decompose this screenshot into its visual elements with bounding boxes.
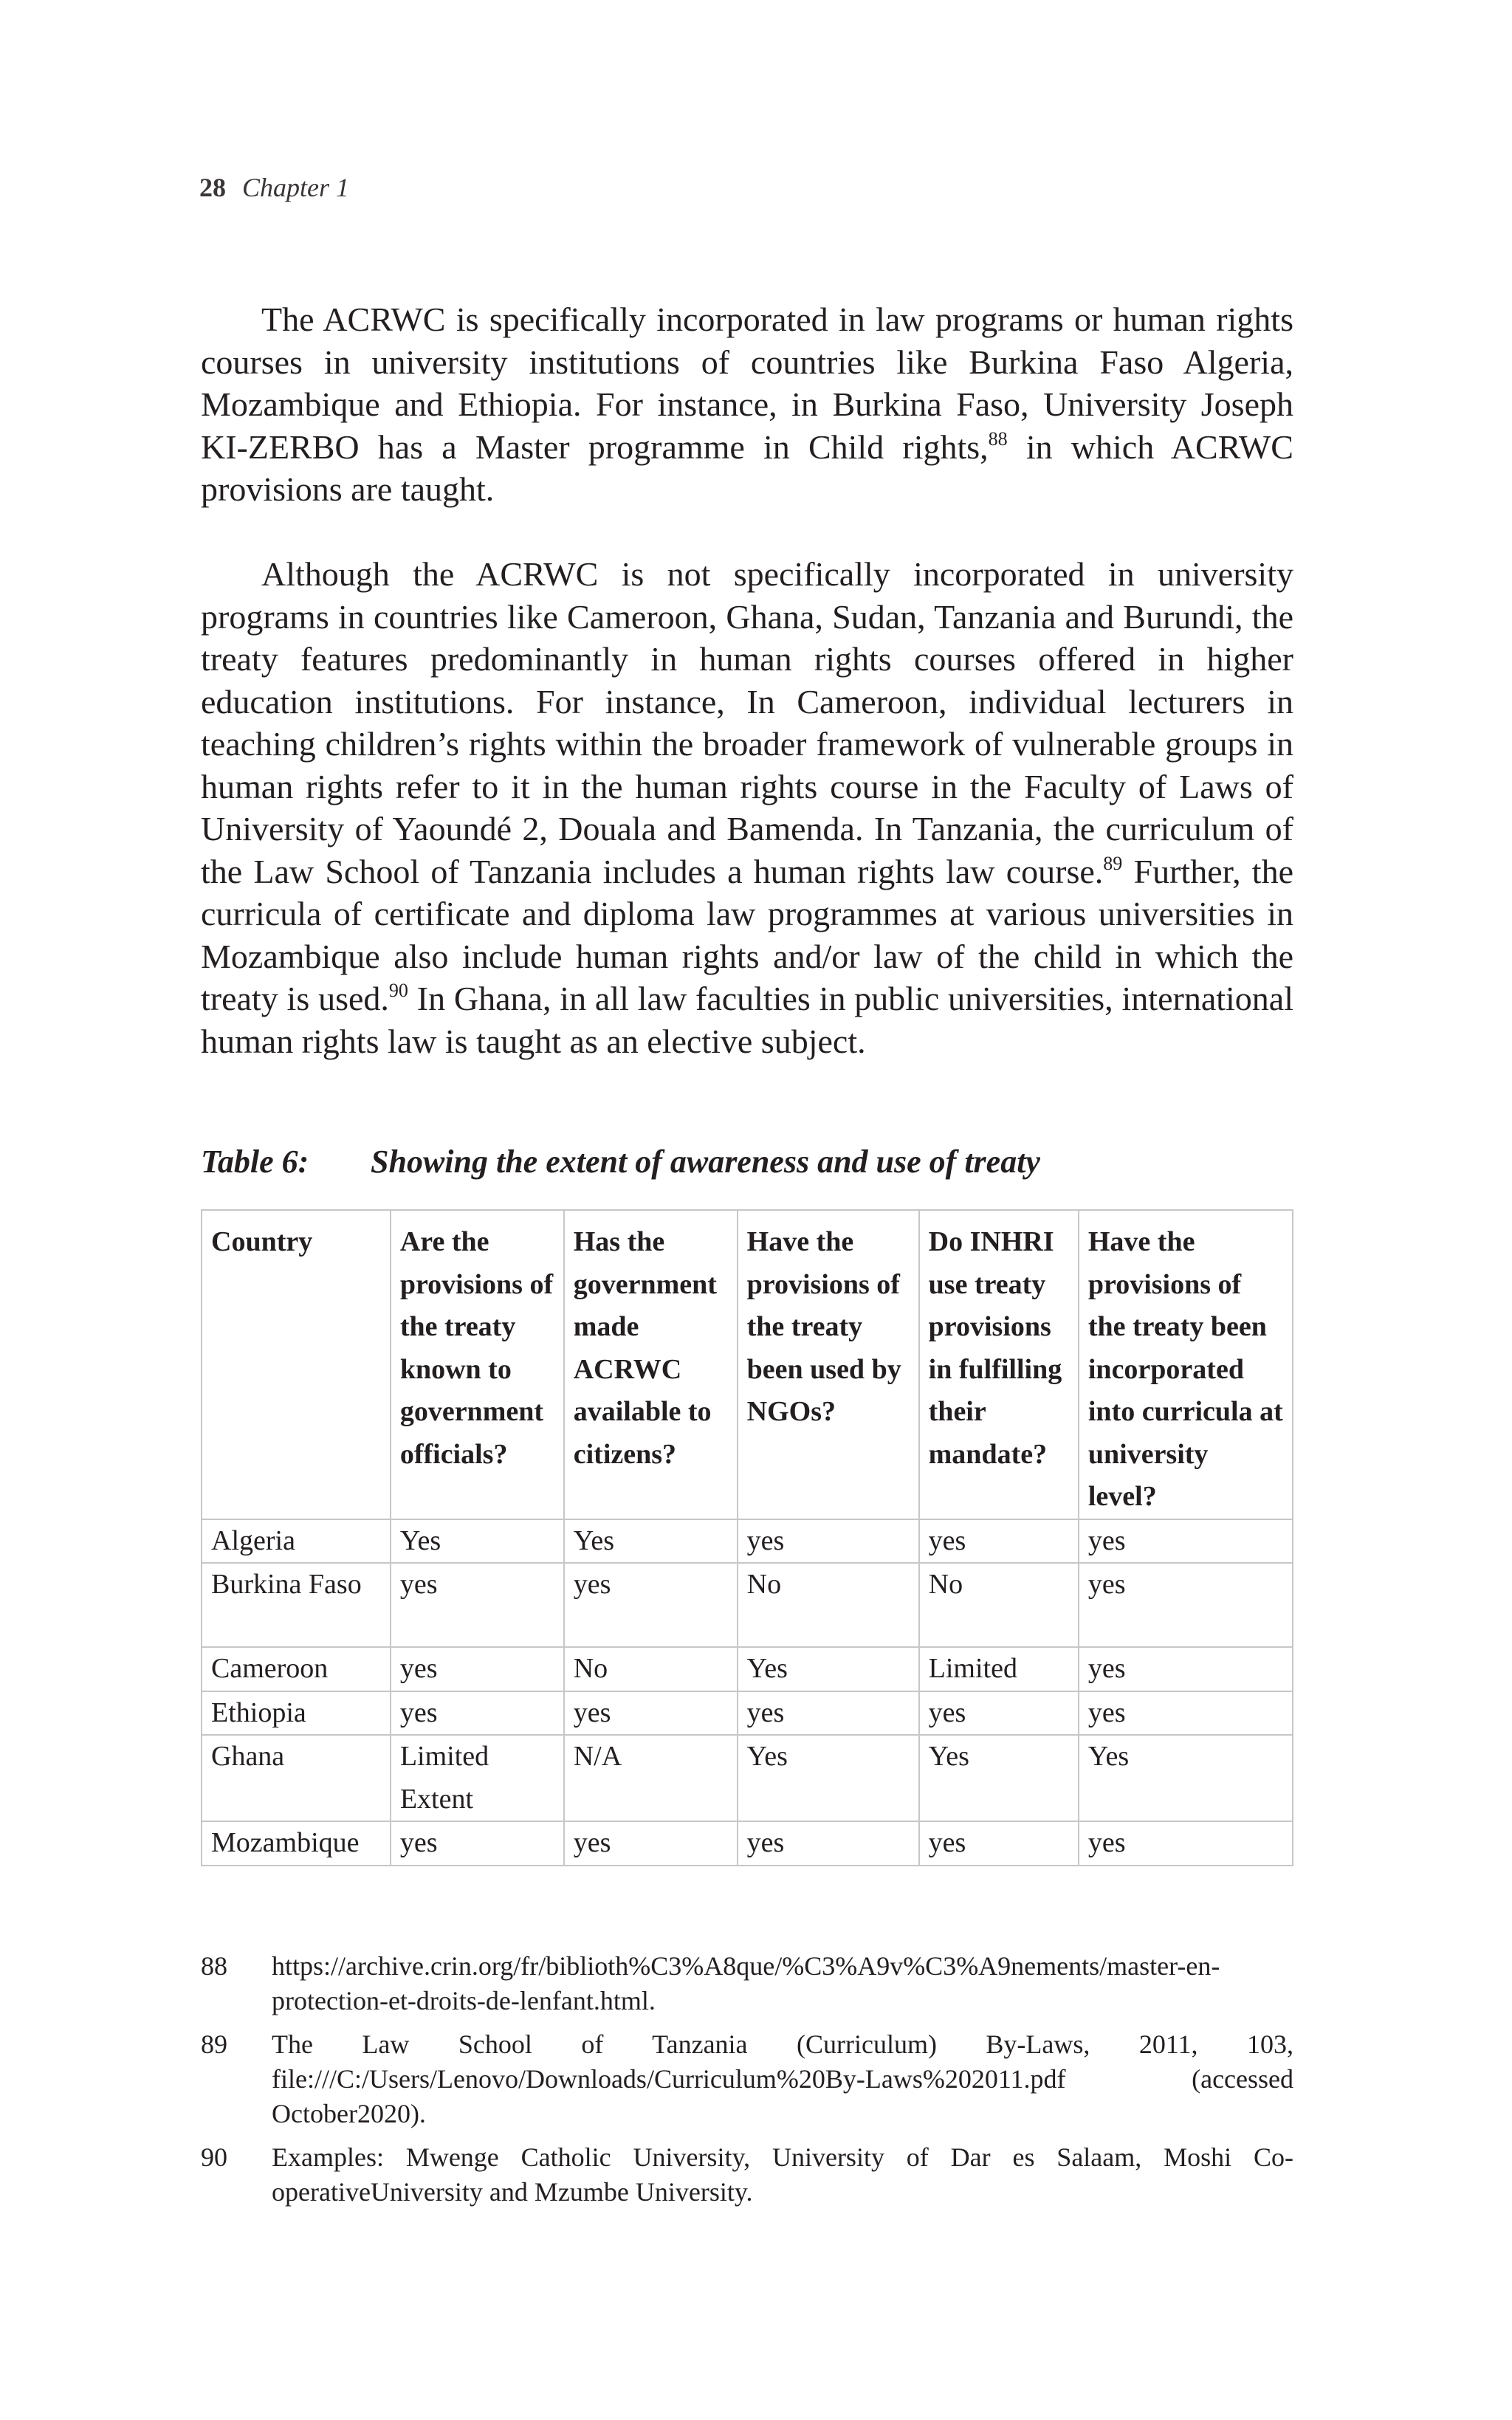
table-cell: Yes	[1079, 1735, 1293, 1821]
footnotes	[201, 1949, 1293, 2218]
table-cell: yes	[564, 1691, 738, 1736]
table-cell: Yes	[738, 1735, 919, 1821]
table-row	[202, 1821, 1293, 1866]
awareness-table	[201, 1209, 1293, 1866]
paragraph-2-part-3: In Ghana, in all law faculties in public universities, international human rights law is taught as an elective subject.	[201, 980, 1293, 1060]
footnote-ref-89[interactable]: 89	[1103, 852, 1123, 874]
table-cell: yes	[391, 1647, 564, 1691]
paragraph-1-tail: in which ACRWC provisions are taught.	[201, 427, 1293, 508]
table-cell: yes	[391, 1821, 564, 1866]
table-cell: yes	[919, 1821, 1079, 1866]
table-cell: yes	[919, 1519, 1079, 1564]
footnote-ref-90[interactable]: 90	[388, 980, 408, 1001]
table-cell: Ghana	[202, 1735, 391, 1821]
header-available-to-citizens: Has the government made ACRWC available to citizens?	[564, 1210, 738, 1519]
table-caption	[201, 1141, 1040, 1183]
table-cell: yes	[738, 1821, 919, 1866]
table-cell: No	[919, 1563, 1079, 1647]
table-row	[202, 1735, 1293, 1821]
table-caption-label: Table 6:	[201, 1144, 309, 1180]
table-cell: Yes	[738, 1647, 919, 1691]
table-cell: yes	[391, 1563, 564, 1647]
footnote-text[interactable]: https://archive.crin.org/fr/biblioth%C3%A8que/%C3%A9v%C3%A9nements/master-en-protection-et-droits-de-lenfant.html.	[272, 1951, 1220, 2015]
footnote-number: 89	[201, 2029, 227, 2059]
footnote-88	[201, 1949, 1293, 2018]
table-cell: No	[738, 1563, 919, 1647]
footnote-text[interactable]: The Law School of Tanzania (Curriculum) By-Laws, 2011, 103, file:///C:/Users/Lenovo/Downloads/Curriculum%20By-Laws%202011.pdf (accessed October2020).	[272, 2029, 1293, 2128]
table-cell: Algeria	[202, 1519, 391, 1564]
footnote-number: 88	[201, 1951, 227, 1981]
table-cell: yes	[391, 1691, 564, 1736]
header-known-to-officials: Are the provisions of the treaty known to government officials?	[391, 1210, 564, 1519]
paragraph-2-part-2: Further, the curricula of certificate and diploma law programmes at various universities in Mozambique also include human rights and/or law of the child in which the treaty is used.	[201, 852, 1293, 1017]
table-cell: Ethiopia	[202, 1691, 391, 1736]
footnote-number: 90	[201, 2142, 227, 2172]
header-used-by-ngos: Have the provisions of the treaty been used by NGOs?	[738, 1210, 919, 1519]
header-curricula: Have the provisions of the treaty been incorporated into curricula at university level?	[1079, 1210, 1293, 1519]
page-number: 28	[199, 173, 226, 202]
footnote-text: Examples: Mwenge Catholic University, University of Dar es Salaam, Moshi Co-operativeUniversity and Mzumbe University.	[272, 2142, 1293, 2207]
table-cell: Yes	[564, 1519, 738, 1564]
table-row	[202, 1647, 1293, 1691]
table-cell: yes	[1079, 1563, 1293, 1647]
table-row	[202, 1691, 1293, 1736]
table-cell: Yes	[391, 1519, 564, 1564]
table-header-row	[202, 1210, 1293, 1519]
header-inhri-use: Do INHRI use treaty provisions in fulfilling their mandate?	[919, 1210, 1079, 1519]
table-cell: Yes	[919, 1735, 1079, 1821]
paragraph-2	[201, 553, 1293, 1062]
table-cell: yes	[738, 1519, 919, 1564]
footnote-90	[201, 2140, 1293, 2210]
table-cell: yes	[1079, 1821, 1293, 1866]
footnote-89	[201, 2027, 1293, 2131]
paragraph-1-text: The ACRWC is specifically incorporated in law programs or human rights courses in university institutions of countries like Burkina Faso Algeria, Mozambique and Ethiopia. For instance, in Burkina Faso, University Joseph KI-ZERBO has a Master programme in Child rights,	[201, 300, 1293, 466]
table-cell: yes	[919, 1691, 1079, 1736]
table-cell: yes	[738, 1691, 919, 1736]
table-cell: yes	[1079, 1519, 1293, 1564]
table-cell: Mozambique	[202, 1821, 391, 1866]
table-cell: No	[564, 1647, 738, 1691]
table-row	[202, 1563, 1293, 1647]
paragraph-1	[201, 298, 1293, 511]
paragraph-2-part-1: Although the ACRWC is not specifically incorporated in university programs in countries like Cameroon, Ghana, Sudan, Tanzania and Burundi, the treaty features predominantly in human rights courses offered in higher education institutions. For instance, In Cameroon, individual lecturers in teaching children’s rights within the broader framework of vulnerable groups in human rights refer to it in the human rights course in the Faculty of Laws of University of Yaoundé 2, Douala and Bamenda. In Tanzania, the curriculum of the Law School of Tanzania includes a human rights law course.	[201, 555, 1293, 890]
table-caption-title: Showing the extent of awareness and use of treaty	[371, 1144, 1040, 1180]
table-cell: yes	[1079, 1691, 1293, 1736]
running-head	[199, 171, 349, 204]
table-cell: yes	[564, 1563, 738, 1647]
table-cell: Burkina Faso	[202, 1563, 391, 1647]
table-cell: yes	[1079, 1647, 1293, 1691]
table-cell: yes	[564, 1821, 738, 1866]
table-row	[202, 1519, 1293, 1564]
table-cell: Cameroon	[202, 1647, 391, 1691]
header-country: Country	[202, 1210, 391, 1519]
table-cell: N/A	[564, 1735, 738, 1821]
table-cell: Limited Extent	[391, 1735, 564, 1821]
footnote-ref-88[interactable]: 88	[988, 427, 1008, 450]
chapter-title: Chapter 1	[242, 173, 350, 202]
table-cell: Limited	[919, 1647, 1079, 1691]
